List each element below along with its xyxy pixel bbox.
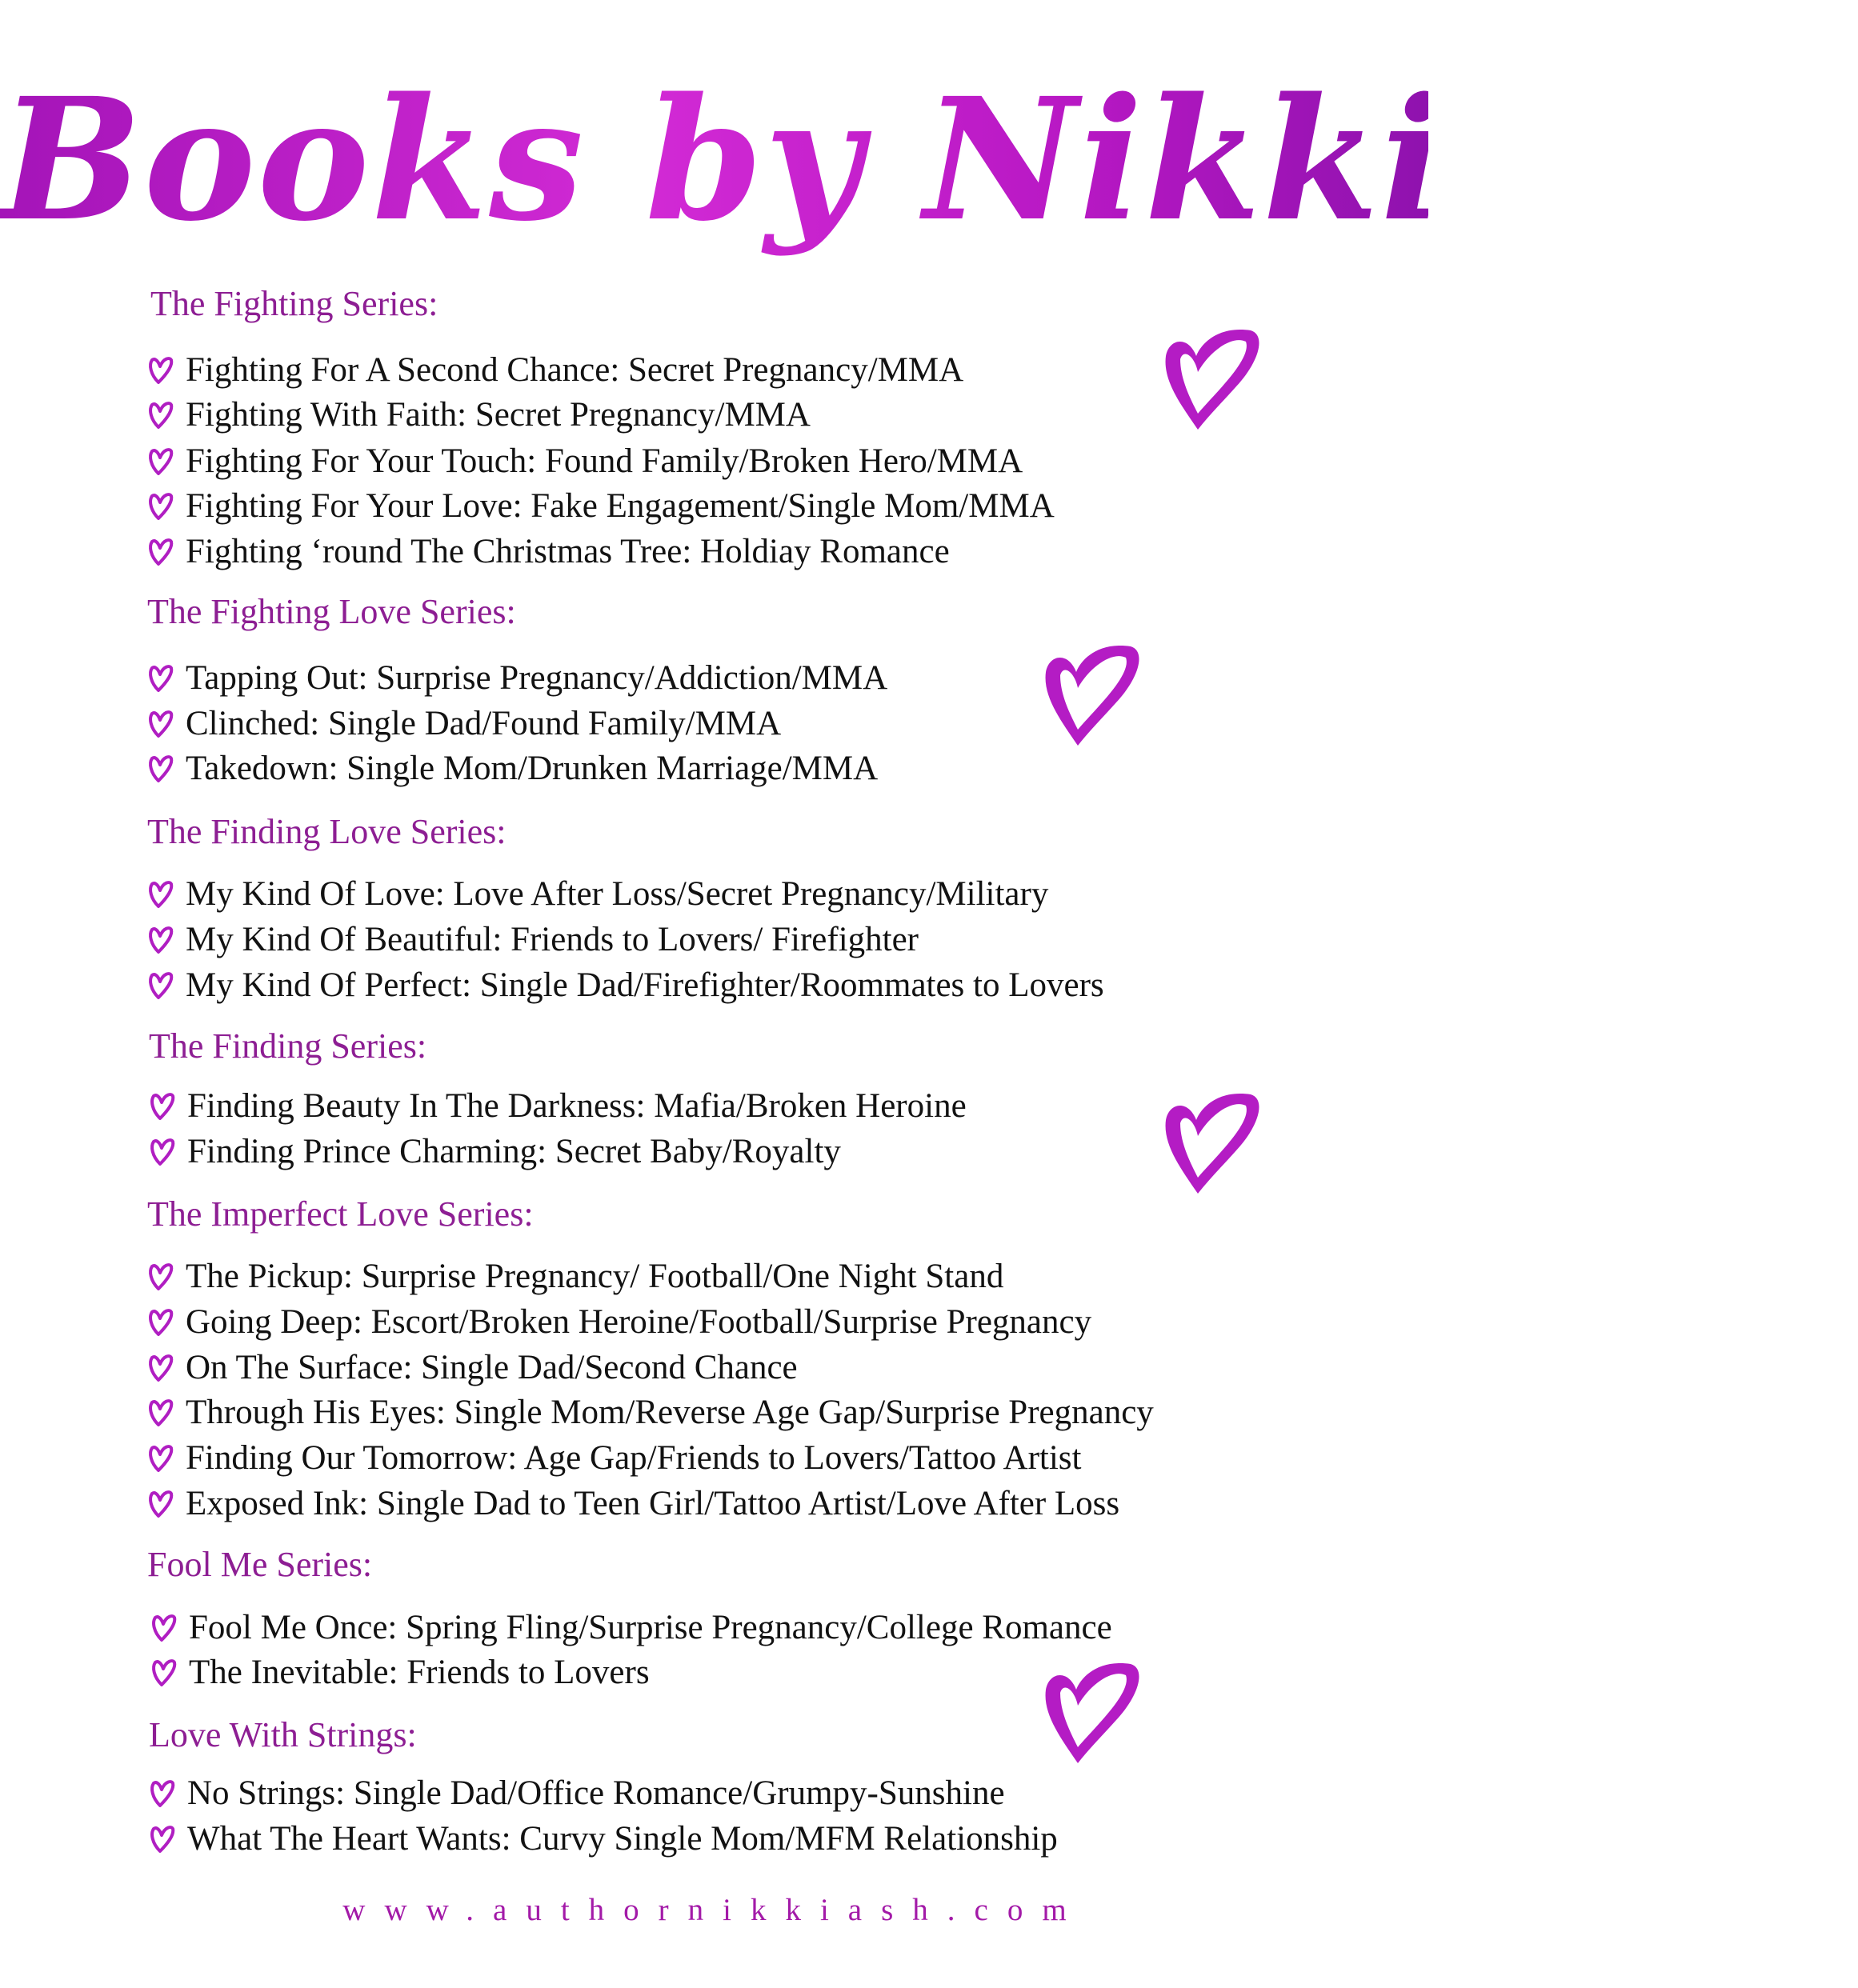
book-item [146,393,811,438]
book-title: Fighting For A Second Chance: Secret Pregnancy/MMA [186,351,964,389]
series-heading: The Fighting Love Series: [147,592,516,631]
book-item [146,746,878,791]
heart-outline-icon [147,1778,178,1810]
heart-outline-icon [147,1090,178,1122]
book-title: What The Heart Wants: Curvy Single Mom/MFM Relationship [187,1820,1058,1858]
book-title: Tapping Out: Surprise Pregnancy/Addiction/MMA [186,659,888,697]
book-item [149,1606,1112,1650]
book-title: Exposed Ink: Single Dad to Teen Girl/Tattoo Artist/Love After Loss [186,1485,1120,1522]
book-item [146,918,919,962]
book-item [146,530,950,574]
heart-outline-icon [146,536,176,568]
book-title: My Kind Of Perfect: Single Dad/Firefighter/Roommates to Lovers [186,966,1104,1004]
book-item [146,963,1104,1008]
book-item [146,872,1048,917]
series-heading: The Finding Series: [149,1026,427,1066]
heart-outline-icon [146,970,176,1002]
book-item [147,1817,1058,1862]
book-title: Going Deep: Escort/Broken Heroine/Football/Surprise Pregnancy [186,1303,1092,1341]
book-title: Fighting With Faith: Secret Pregnancy/MMA [186,396,811,434]
book-title: Takedown: Single Mom/Drunken Marriage/MMA [186,750,879,787]
series-heading: Love With Strings: [149,1715,417,1754]
series-heading: Fool Me Series: [147,1545,373,1584]
heart-outline-icon [146,708,176,740]
series-heading: The Imperfect Love Series: [147,1194,534,1234]
book-item [147,1130,841,1174]
book-title: Fool Me Once: Spring Fling/Surprise Pregnancy/College Romance [189,1609,1112,1646]
page-title: Books by Nikki Ash [0,48,1428,272]
book-title: Fighting ‘round The Christmas Tree: Holdiay Romance [186,533,950,570]
heart-outline-icon [146,1261,176,1293]
heart-outline-icon [146,1352,176,1384]
book-title: On The Surface: Single Dad/Second Chance [186,1349,798,1386]
heart-outline-icon [147,1136,178,1168]
heart-outline-icon [149,1612,179,1644]
book-item [146,656,887,701]
book-title: Fighting For Your Touch: Found Family/Broken Hero/MMA [186,442,1023,480]
book-title: My Kind Of Beautiful: Friends to Lovers/ Firefighter [186,921,919,958]
book-item [146,1254,1003,1299]
heart-outline-icon [146,1397,176,1429]
book-title: Fighting For Your Love: Fake Engagement/Single Mom/MMA [186,487,1055,525]
decorative-heart-icon [1156,324,1268,436]
series-heading: The Finding Love Series: [147,812,507,851]
heart-outline-icon [147,1823,178,1855]
book-item [146,439,1023,484]
decorative-heart-icon [1036,640,1148,752]
book-title: The Inevitable: Friends to Lovers [189,1654,650,1691]
book-title: Finding Our Tomorrow: Age Gap/Friends to Lovers/Tattoo Artist [186,1439,1082,1477]
decorative-heart-icon [1036,1658,1148,1770]
website-url: www.authornikkiash.com [342,1893,1086,1927]
decorative-heart-icon [1156,1088,1268,1200]
book-title: Finding Beauty In The Darkness: Mafia/Broken Heroine [187,1087,967,1125]
book-item [147,1771,1005,1816]
heart-outline-icon [146,878,176,910]
book-item [146,484,1055,529]
series-heading: The Fighting Series: [150,284,438,323]
heart-outline-icon [146,1306,176,1338]
heart-outline-icon [146,1488,176,1520]
heart-outline-icon [146,399,176,431]
heart-outline-icon [146,924,176,956]
book-item [146,1300,1091,1345]
book-item [146,1346,798,1390]
book-item [146,1436,1081,1481]
book-title: Finding Prince Charming: Secret Baby/Royalty [187,1133,841,1170]
book-item [146,1390,1154,1435]
heart-outline-icon [146,1442,176,1474]
heart-outline-icon [149,1657,179,1689]
book-item [146,702,781,746]
heart-outline-icon [146,490,176,522]
heart-outline-icon [146,354,176,386]
book-title: My Kind Of Love: Love After Loss/Secret Pregnancy/Military [186,875,1049,913]
book-item [146,348,963,393]
book-item [147,1084,967,1129]
book-title: Clinched: Single Dad/Found Family/MMA [186,705,782,742]
heart-outline-icon [146,662,176,694]
heart-outline-icon [146,753,176,785]
heart-outline-icon [146,446,176,478]
book-title: Through His Eyes: Single Mom/Reverse Age Gap/Surprise Pregnancy [186,1394,1154,1431]
book-title: No Strings: Single Dad/Office Romance/Grumpy-Sunshine [187,1774,1005,1812]
book-item [149,1650,650,1695]
book-item [146,1482,1119,1526]
book-title: The Pickup: Surprise Pregnancy/ Football/One Night Stand [186,1258,1004,1295]
